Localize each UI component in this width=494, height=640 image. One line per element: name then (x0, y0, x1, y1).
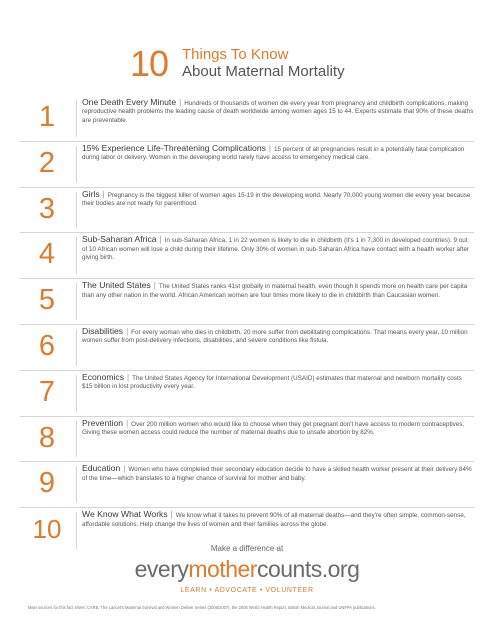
list-item (20, 232, 474, 278)
separator: | (126, 418, 129, 428)
item-heading: Prevention (82, 417, 124, 428)
item-heading: 15% Experience Life-Threatening Complications (82, 142, 266, 153)
item-body: In sub-Saharan Africa, 1 in 22 women is likely to die in childbirth (it's 1 in 7,300 in developed countries). 9 out of 10 African women will lose a child during their lifetime. Only 30% of women in sub-Saharan Africa have contact with a health worker after giving birth. (82, 237, 470, 262)
item-body: Hundreds of thousands of women die every year from pregnancy and childbirth complications, making reproductive health problems the leading cause of death worldwide among women ages 15 to 44. Experts estimate that 90% of these deaths are preventable. (82, 100, 474, 124)
divider (76, 421, 77, 458)
page-header (0, 44, 494, 84)
item-body: The United States Agency for International Development (USAID) estimates that maternal and newborn mortality costs $15 billion in lost productivity every year. (82, 374, 462, 391)
item-number: 10 (32, 514, 62, 545)
separator: | (268, 143, 271, 153)
logo-every: every (134, 556, 189, 582)
list-item (20, 416, 474, 462)
item-number: 2 (38, 146, 56, 179)
separator: | (159, 235, 162, 245)
item-body: The United States ranks 41st globally in maternal health, even though it spends more on health care per capita than any other nation in the world. African American women are four times more likely to die in childbirth than Caucasian women. (82, 283, 468, 299)
item-number: 3 (38, 192, 56, 225)
item-text (82, 98, 474, 125)
everymothercounts-logo[interactable] (0, 556, 494, 582)
call-to-action: Make a difference at (210, 544, 284, 553)
item-number: 6 (38, 329, 56, 362)
item-body: Women who have completed their secondary education decide to have a skilled health worker present at their delivery 84% of the time—which translates to a higher chance of survival for mother and baby. (82, 466, 472, 482)
separator: | (170, 510, 173, 520)
sources-note: Main sources for this fact sheet: CARE, The Lancet's Maternal Survival and Women Deliver Series (2006/2007), the 2005 World Health Report, British Medical Journal and UNFPA publications. (28, 605, 376, 610)
header-title-line1: Things To Know (182, 46, 289, 63)
item-text (82, 281, 474, 300)
item-body: 15 percent of all pregnancies result in a potentially fatal complication during labor or delivery. Women in the developing world rarely have access to emergency medical care. (82, 145, 465, 162)
item-body: For every woman who dies in childbirth, 20 more suffer from debilitating complications. That means every year, 10 million women suffer from post-delivery infections, disabilities, and severe conditions like fistula. (82, 328, 468, 345)
item-body: Over 200 million women who would like to choose when they get pregnant don't have access to modern contraceptives. Giving these women access could reduce the number of maternal deaths due to unsafe abortion by 82%. (82, 420, 465, 436)
item-number: 8 (38, 421, 56, 454)
list-item (20, 187, 474, 233)
item-text (82, 144, 474, 163)
list-item (20, 96, 474, 141)
item-heading: We Know What Works (82, 509, 168, 520)
list-item (20, 370, 474, 416)
separator: | (123, 464, 126, 474)
list-item (20, 461, 474, 507)
logo-counts: counts (256, 556, 322, 582)
facts-list (20, 96, 474, 553)
item-heading: Economics (82, 371, 125, 382)
tagline: LEARN • ADVOCATE • VOLUNTEER (180, 587, 314, 594)
divider (76, 100, 77, 137)
item-text (82, 190, 474, 209)
item-body: We know what it takes to prevent 90% of all maternal deaths—and they're often simple, common-sense, affordable solutions. Help change the lives of women and their families across the globe. (82, 512, 466, 528)
item-number: 4 (38, 238, 56, 271)
separator: | (153, 281, 156, 291)
divider (76, 283, 77, 320)
header-number: 10 (130, 43, 169, 84)
separator: | (179, 98, 182, 107)
list-item (20, 324, 474, 370)
item-heading: One Death Every Minute (82, 97, 177, 107)
list-item (20, 278, 474, 324)
item-number: 7 (38, 375, 56, 408)
item-text (82, 464, 474, 483)
item-number: 1 (38, 101, 56, 133)
item-heading: Disabilities (82, 325, 124, 336)
divider (76, 466, 77, 503)
divider (76, 192, 77, 229)
logo-org: .org (321, 556, 360, 582)
item-heading: Education (82, 463, 121, 474)
item-heading: Girls (82, 188, 100, 199)
item-text (82, 327, 474, 346)
item-number: 9 (38, 467, 56, 500)
separator: | (102, 189, 105, 199)
logo-mother: mother (188, 556, 257, 582)
list-item (20, 141, 474, 187)
item-heading: The United States (82, 280, 151, 291)
item-text (82, 510, 474, 529)
item-body: Pregnancy is the biggest killer of women ages 15-19 in the developing world. Nearly 70,000 young women die every year because their bodies are not ready for parenthood. (82, 191, 471, 207)
item-text (82, 419, 474, 438)
separator: | (126, 326, 129, 336)
separator: | (127, 372, 130, 382)
item-text (82, 235, 474, 262)
divider (76, 329, 77, 366)
divider (76, 375, 77, 412)
item-heading: Sub-Saharan Africa (82, 234, 157, 245)
header-title-line2: About Maternal Mortality (182, 63, 345, 80)
divider (76, 146, 77, 183)
item-text (82, 373, 474, 392)
divider (76, 237, 77, 274)
item-number: 5 (38, 284, 56, 317)
